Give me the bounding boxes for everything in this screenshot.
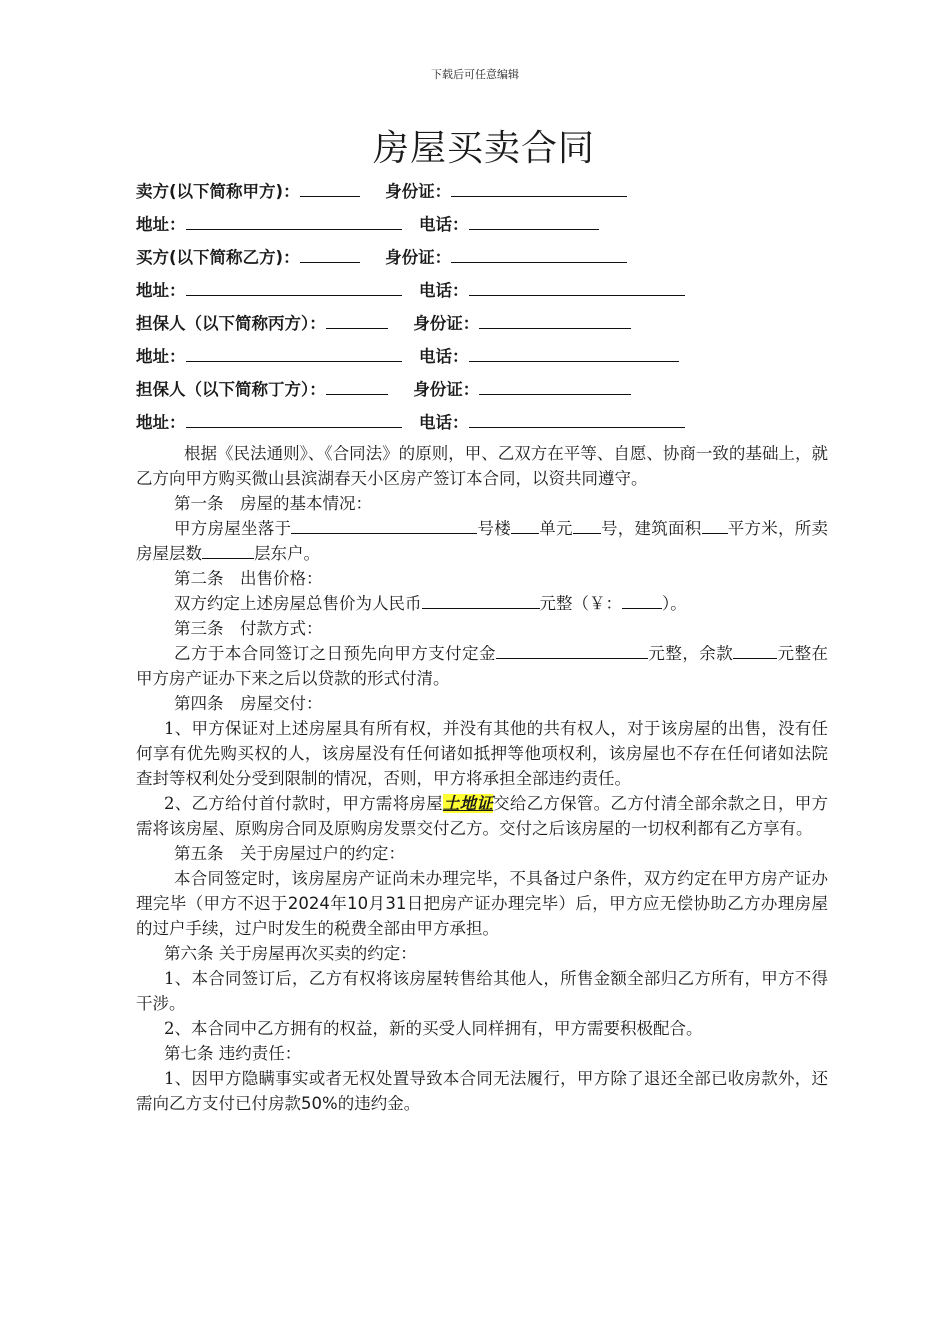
unit-blank[interactable] [573,516,601,534]
party-seller-address-line [136,212,599,236]
party-guarantor-d-address-line [136,410,685,434]
price-number-blank[interactable] [622,591,662,609]
guarantor-c-id-blank[interactable] [479,311,631,329]
party-guarantor-c-line [136,311,631,335]
area-blank[interactable] [702,516,728,534]
article-2-text: 双方约定上述房屋总售价为人民币 元整（￥： ）。 [136,591,828,616]
guarantor-d-address-blank[interactable] [186,410,402,428]
guarantor-d-id-label: 身份证： [413,380,480,399]
party-buyer-line [136,245,627,269]
land-certificate-highlight: 土地证 [442,794,494,813]
article-3-text: 乙方于本合同签订之日预先向甲方支付定金 元整，余款 元整在甲方房产证办下来之后以贷款的形式付清。 [136,641,828,691]
buyer-phone-blank[interactable] [469,278,685,296]
seller-id-label: 身份证： [385,182,452,201]
article-4-item-1: 1、甲方保证对上述房屋具有所有权，并没有其他的共有权人，对于该房屋的出售，没有任何享有优先购买权的人，该房屋没有任何诸如抵押等他项权利，该房屋也不存在任何诸如法院查封等权利处分受到限制的情况，否则，甲方将承担全部违约责任。 [136,719,828,788]
buyer-phone-label: 电话： [419,281,469,300]
article-6-item-2: 2、本合同中乙方拥有的权益，新的买受人同样拥有，甲方需要积极配合。 [164,1019,703,1038]
guarantor-d-label: 担保人（以下简称丁方）： [136,380,326,399]
balance-blank[interactable] [733,641,777,659]
location-blank[interactable] [291,516,477,534]
seller-phone-blank[interactable] [469,212,599,230]
buyer-id-label: 身份证： [385,248,452,267]
seller-id-blank[interactable] [451,179,627,197]
guarantor-d-phone-blank[interactable] [469,410,685,428]
buyer-name-blank[interactable] [300,245,360,263]
seller-phone-label: 电话： [419,215,469,234]
guarantor-c-address-label: 地址： [136,347,186,366]
price-words-blank[interactable] [422,591,540,609]
party-seller-line [136,179,627,203]
seller-address-label: 地址： [136,215,186,234]
floor-blank[interactable] [202,541,254,559]
guarantor-c-phone-blank[interactable] [469,344,679,362]
building-blank[interactable] [511,516,539,534]
guarantor-c-name-blank[interactable] [326,311,388,329]
party-guarantor-d-line [136,377,631,401]
article-1-text: 甲方房屋坐落于 号楼 单元 号，建筑面积 平方米，所卖房屋层数 层东户。 [136,516,828,566]
party-buyer-address-line [136,278,685,302]
header-note: 下载后可任意编辑 [431,68,519,81]
article-6-item-1: 1、本合同签订后，乙方有权将该房屋转售给其他人，所售金额全部归乙方所有，甲方不得干涉。 [136,969,828,1013]
article-1-heading: 第一条 房屋的基本情况： [174,494,372,513]
article-2-heading: 第二条 出售价格： [174,569,323,588]
article-6-heading: 第六条 关于房屋再次买卖的约定： [164,944,417,963]
seller-address-blank[interactable] [186,212,402,230]
deposit-blank[interactable] [496,641,648,659]
party-guarantor-c-address-line [136,344,679,368]
guarantor-c-phone-label: 电话： [419,347,469,366]
buyer-id-blank[interactable] [451,245,627,263]
guarantor-c-id-label: 身份证： [413,314,480,333]
seller-label: 卖方(以下简称甲方)： [136,182,300,201]
seller-name-blank[interactable] [300,179,360,197]
article-5-heading: 第五条 关于房屋过户的约定： [174,844,405,863]
article-4-item-2: 2、乙方给付首付款时，甲方需将房屋土地证交给乙方保管。乙方付清全部余款之日，甲方需将该房屋、原购房合同及原购房发票交付乙方。交付之后该房屋的一切权利都有乙方享有。 [136,794,829,838]
article-7-item-1: 1、因甲方隐瞒事实或者无权处置导致本合同无法履行，甲方除了退还全部已收房款外，还需向乙方支付已付房款50%的违约金。 [136,1069,828,1113]
article-4-heading: 第四条 房屋交付： [174,694,323,713]
article-7-heading: 第七条 违约责任： [164,1044,302,1063]
guarantor-d-address-label: 地址： [136,413,186,432]
intro-paragraph: 根据《民法通则》、《合同法》的原则，甲、乙双方在平等、自愿、协商一致的基础上，就乙方向甲方购买微山县滨湖春天小区房产签订本合同，以资共同遵守。 [136,444,828,488]
contract-body [136,441,828,1116]
article-3-heading: 第三条 付款方式： [174,619,323,638]
contract-title: 房屋买卖合同 [372,128,595,169]
buyer-address-blank[interactable] [186,278,402,296]
guarantor-d-id-blank[interactable] [479,377,631,395]
guarantor-d-phone-label: 电话： [419,413,469,432]
guarantor-d-name-blank[interactable] [326,377,388,395]
guarantor-c-label: 担保人（以下简称丙方）： [136,314,326,333]
guarantor-c-address-blank[interactable] [186,344,402,362]
buyer-address-label: 地址： [136,281,186,300]
article-5-text: 本合同签定时，该房屋房产证尚未办理完毕，不具备过户条件，双方约定在甲方房产证办理完毕（甲方不迟于2024年10月31日把房产证办理完毕）后，甲方应无偿协助乙方办理房屋的过户手续，过户时发生的税费全部由甲方承担。 [136,869,829,938]
buyer-label: 买方(以下简称乙方)： [136,248,300,267]
